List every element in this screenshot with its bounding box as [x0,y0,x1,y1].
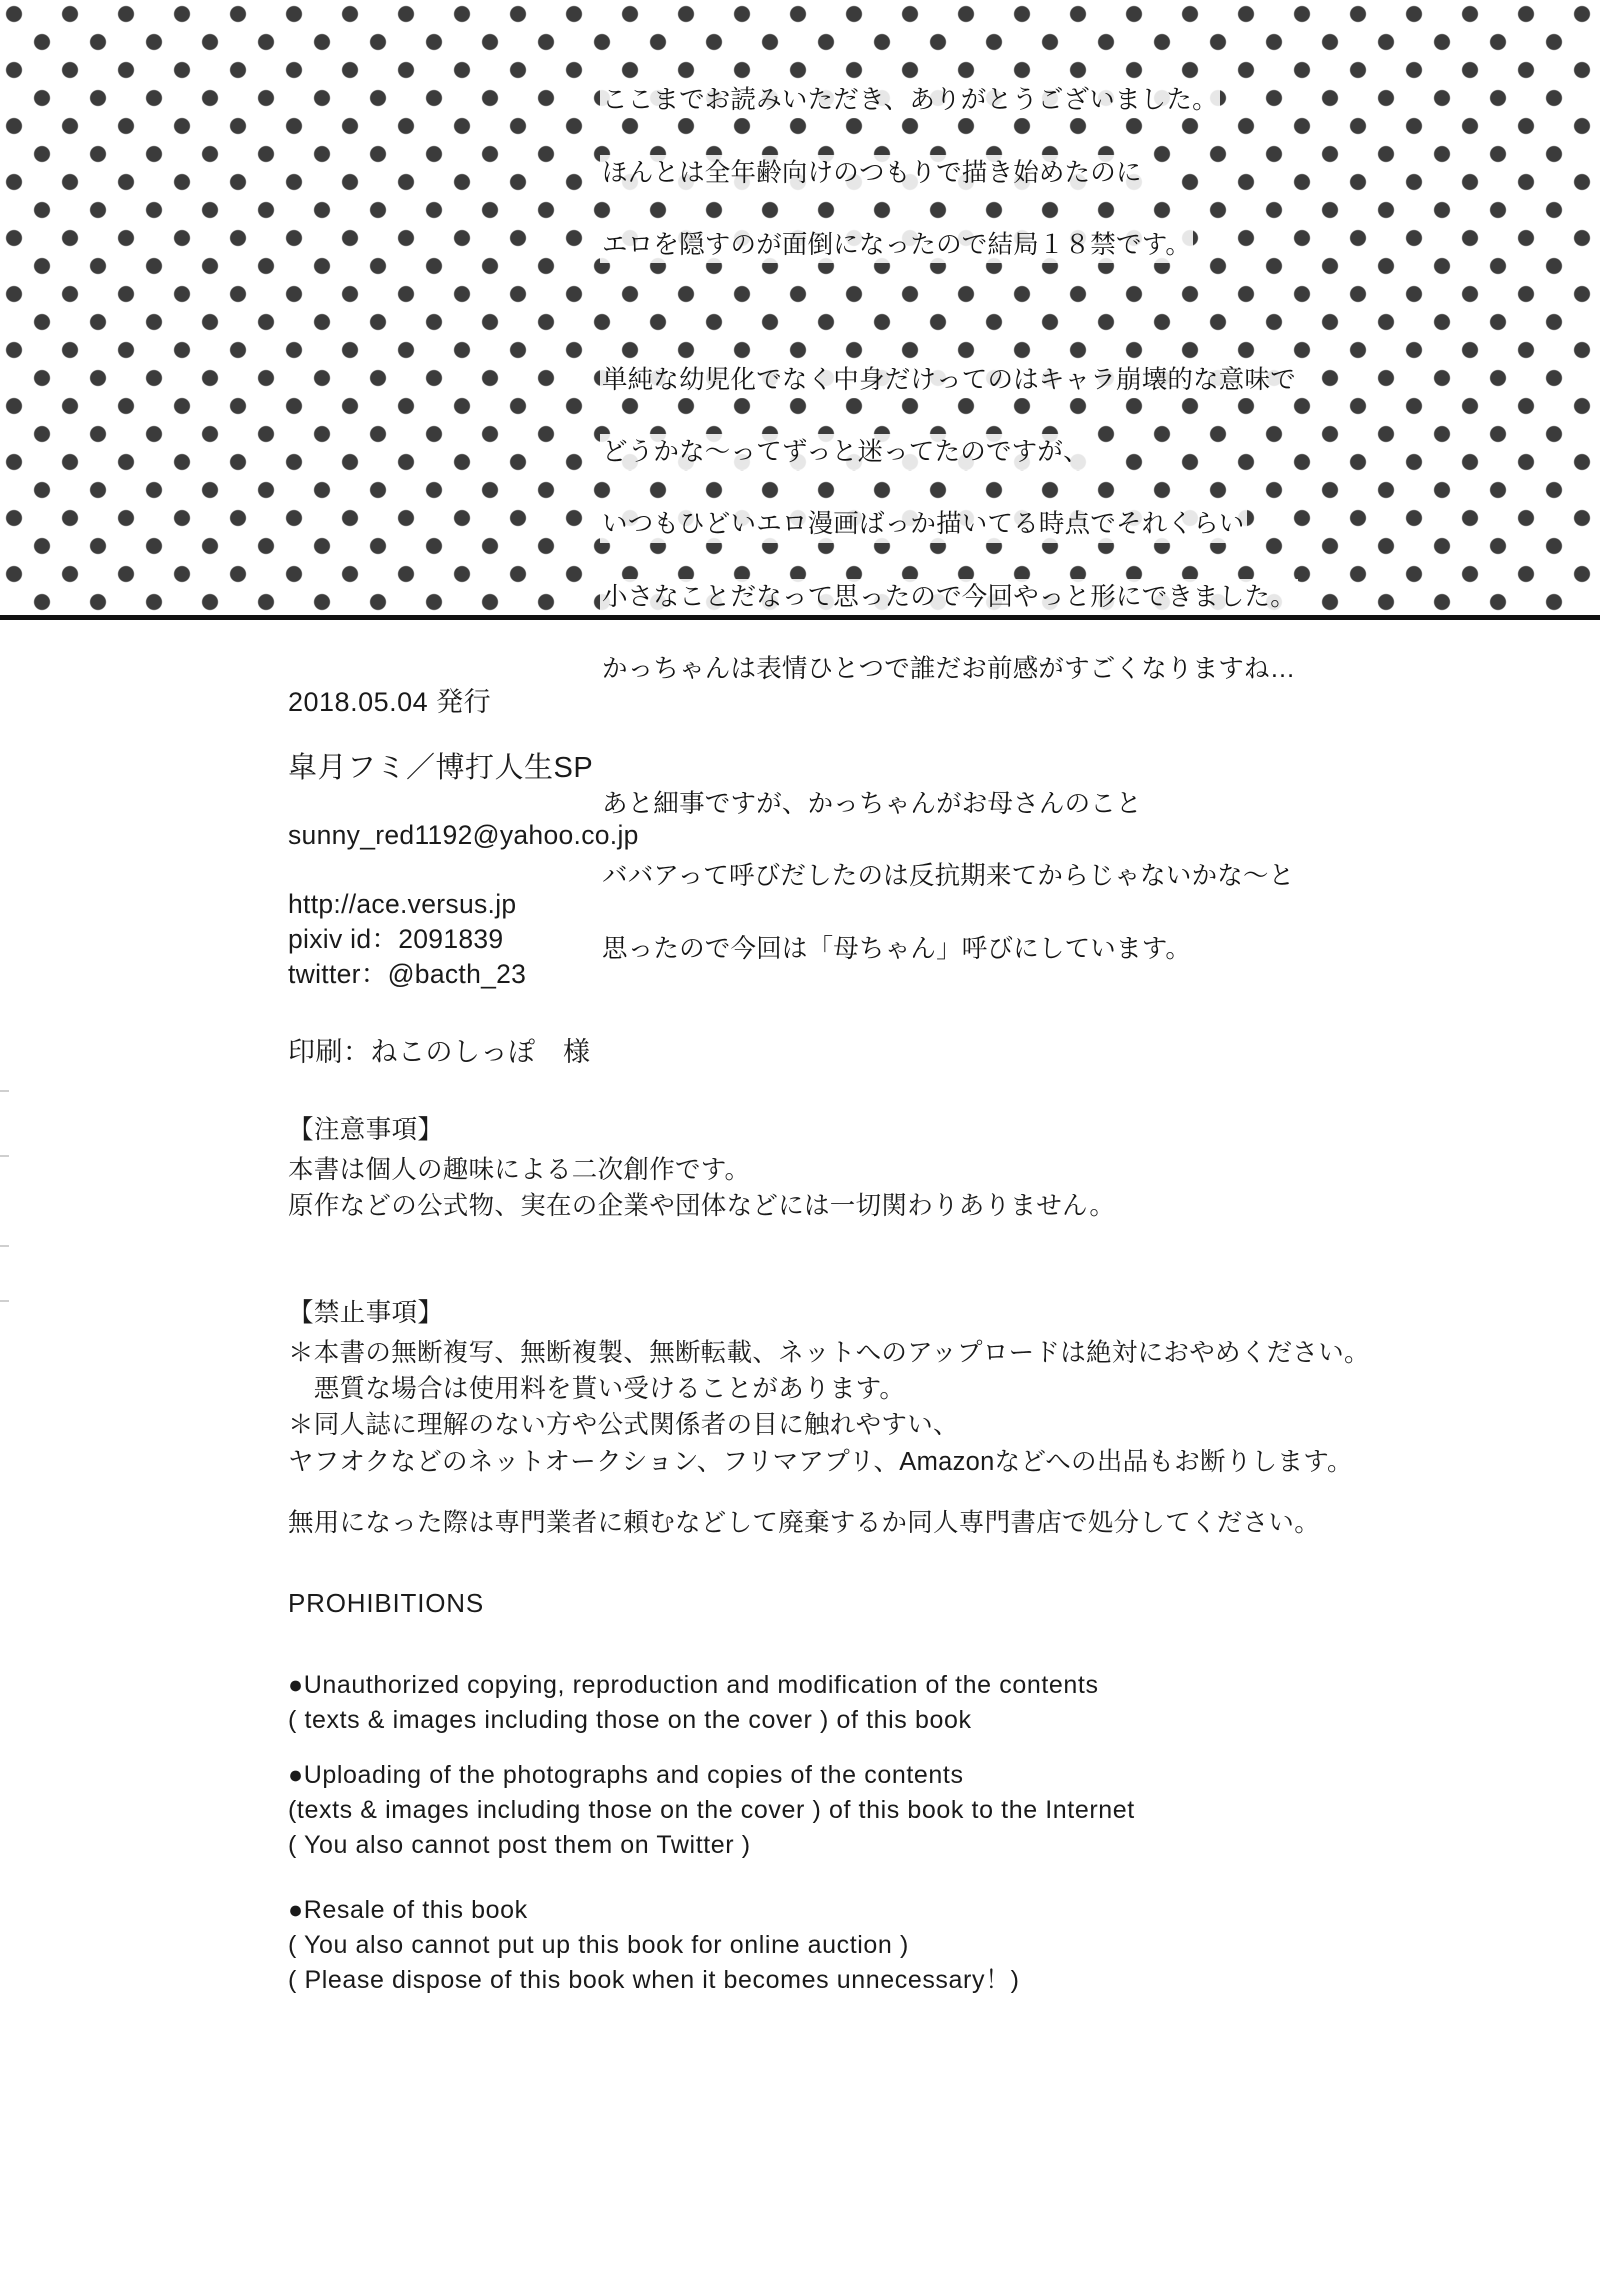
afterword-line: 単純な幼児化でなく中身だけってのはキャラ崩壊的な意味で [600,362,1298,398]
publish-date: 2018.05.04 発行 [288,687,492,717]
afterword-line: かっちゃんは表情ひとつで誰だお前感がすごくなりますね… [600,651,1297,687]
printer-credit: 印刷：ねこのしっぽ 様 [288,1037,591,1067]
afterword-paragraph [600,325,1460,723]
prohibition-line-en: ( You also cannot put up this book for online auction ) [288,1931,909,1959]
afterword-line: あと細事ですが、かっちゃんがお母さんのこと [600,786,1144,822]
prohibition-line: ヤフオクなどのネットオークション、フリマアプリ、Amazonなどへの出品もお断りします。 [288,1447,1353,1476]
prohibition-item-en [288,1668,1518,1738]
notice-line: 本書は個人の趣味による二次創作です。 [288,1156,751,1184]
scan-edge-mark [0,1245,9,1247]
prohibition-item-en [288,1893,1518,1998]
prohibition-line-en: ●Resale of this book [288,1896,528,1924]
prohibition-line-en: (texts & images including those on the cover ) of this book to the Internet [288,1796,1135,1824]
prohibition-line-en: ( texts & images including those on the cover ) of this book [288,1706,972,1734]
prohibition-line: ＊同人誌に理解のない方や公式関係者の目に触れやすい、 [288,1411,959,1440]
afterword-paragraph [600,46,1460,299]
afterword-line: 思ったので今回は「母ちゃん」呼びにしています。 [600,931,1193,967]
prohibition-line-en: ( You also cannot post them on Twitter ) [288,1831,751,1859]
contact-email: sunny_red1192@yahoo.co.jp [288,820,639,850]
prohibition-heading: 【禁止事項】 [288,1299,444,1327]
author-circle: 皐月フミ／博打人生SP [288,752,594,784]
scan-edge-mark [0,1300,9,1302]
notice-body [288,1152,1518,1224]
prohibition-item-en [288,1758,1518,1863]
prohibition-line-en: ●Uploading of the photographs and copies of the contents [288,1761,964,1789]
pixiv-id[interactable]: pixiv id：2091839 [288,924,504,955]
afterword-line: エロを隠すのが面倒になったので結局１８禁です。 [600,227,1193,263]
disposal-note: 無用になった際は専門業者に頼むなどして廃棄するか同人専門書店で処分してください。 [288,1509,1321,1537]
scan-edge-mark [0,1090,9,1092]
afterword-line: ババアって呼びだしたのは反抗期来てからじゃないかな〜と [600,858,1296,894]
notice-heading: 【注意事項】 [288,1116,444,1144]
afterword-line: どうかな〜ってずっと迷ってたのですが、 [600,434,1091,470]
notice-line: 原作などの公式物、実在の企業や団体などには一切関わりありません。 [288,1192,1116,1221]
prohibition-line: ＊本書の無断複写、無断複製、無断転載、ネットへのアップロードは絶対におやめください。 [288,1339,1370,1367]
afterword-line: ここまでお読みいただき、ありがとうございました。 [600,82,1220,118]
links-block [288,887,1518,993]
prohibitions-heading-en: PROHIBITIONS [288,1588,484,1618]
prohibition-line-en: ( Please dispose of this book when it becomes unnecessary！) [288,1966,1020,1994]
twitter-handle[interactable]: twitter：@bacth_23 [288,959,527,990]
scan-edge-mark [0,1155,9,1157]
afterword-line: ほんとは全年齢向けのつもりで描き始めたのに [600,155,1144,191]
prohibition-line-en: ●Unauthorized copying, reproduction and modification of the contents [288,1671,1099,1699]
afterword-line: 小さなことだなって思ったので今回やっと形にできました。 [600,579,1298,615]
afterword-line: いつもひどいエロ漫画ばっか描いてる時点でそれくらい [600,506,1247,542]
prohibition-line: 悪質な場合は使用料を貰い受けることがあります。 [288,1375,906,1404]
website-url[interactable]: http://ace.versus.jp [288,889,517,919]
afterword-text [600,46,1460,1003]
prohibition-body [288,1335,1518,1480]
